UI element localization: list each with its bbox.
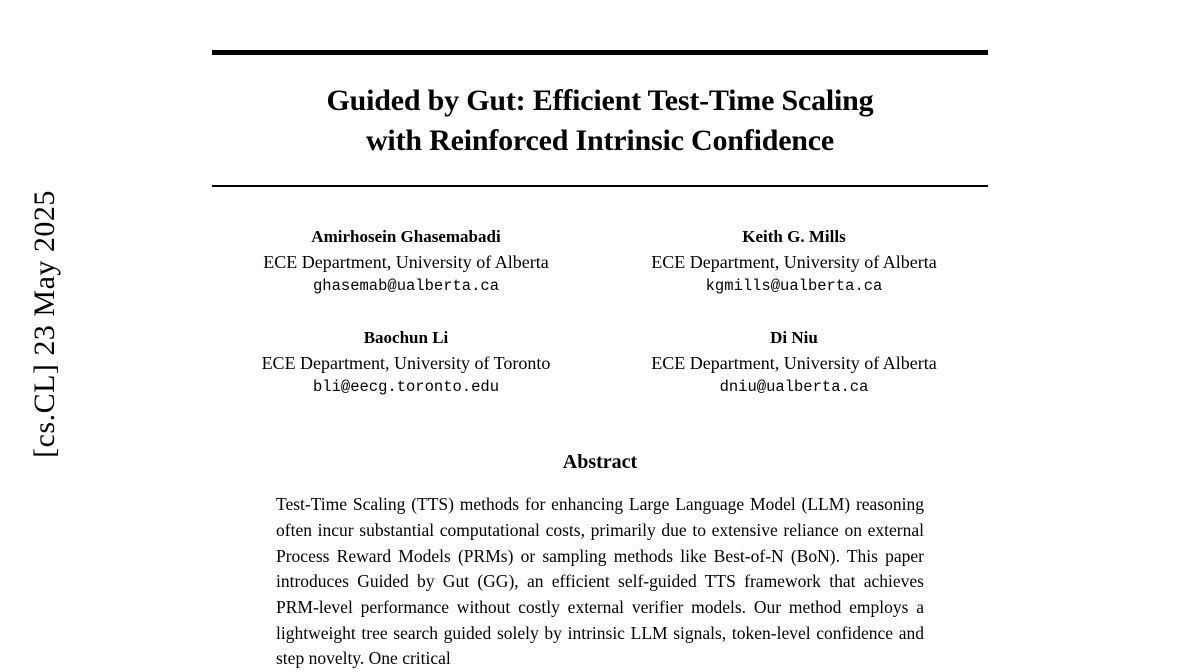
paper-page — [90, 0, 1200, 669]
title-line-1: Guided by Gut: Efficient Test-Time Scaling — [326, 84, 874, 117]
author-name: Amirhosein Ghasemabadi — [311, 226, 501, 246]
paper-content — [212, 0, 988, 672]
author-entry — [212, 326, 600, 399]
author-row — [212, 225, 988, 298]
abstract-heading: Abstract — [562, 451, 638, 474]
author-email: bli@eecg.toronto.edu — [312, 377, 500, 396]
author-email: dniu@ualberta.ca — [719, 377, 869, 396]
author-affiliation: ECE Department, University of Alberta — [651, 352, 937, 373]
author-entry — [600, 326, 988, 399]
author-name: Keith G. Mills — [742, 226, 846, 246]
abstract-paragraph: Test-Time Scaling (TTS) methods for enhancing Large Language Model (LLM) reasoning often incur substantial computational costs, primarily due to extensive reliance on external Process Reward Models (PRMs) or sampling methods like Best-of-N (BoN). This paper introduces Guided by Gut (GG), an efficient self-guided TTS framework that achieves PRM-level performance without costly external verifier models. Our method employs a lightweight tree search guided solely by intrinsic LLM signals, token-level confidence and step novelty. One critical — [276, 494, 924, 669]
author-name: Di Niu — [770, 327, 818, 347]
abstract-body — [276, 492, 924, 672]
author-row — [212, 326, 988, 399]
arxiv-vertical-stamp — [0, 0, 90, 648]
title-rule-bottom — [212, 185, 988, 187]
author-block — [212, 225, 988, 399]
author-affiliation: ECE Department, University of Alberta — [651, 251, 937, 272]
page-title — [212, 81, 988, 161]
author-email: kgmills@ualberta.ca — [705, 276, 883, 295]
author-affiliation: ECE Department, University of Toronto — [261, 352, 551, 373]
author-affiliation: ECE Department, University of Alberta — [263, 251, 549, 272]
author-email: ghasemab@ualberta.ca — [312, 276, 500, 295]
author-entry — [212, 225, 600, 298]
title-line-2: with Reinforced Intrinsic Confidence — [365, 123, 835, 157]
title-rule-top — [212, 50, 988, 55]
author-name: Baochun Li — [363, 327, 449, 347]
author-entry — [600, 225, 988, 298]
arxiv-stamp-text: [cs.CL] 23 May 2025 — [28, 190, 61, 458]
